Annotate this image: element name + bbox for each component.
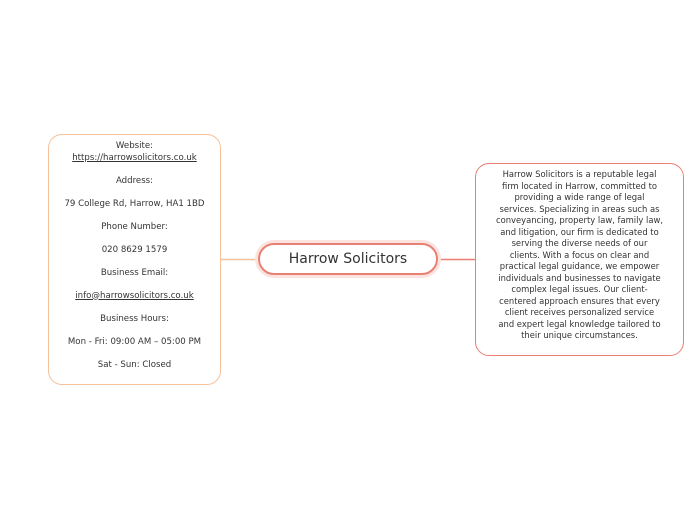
description-line: conveyancing, property law, family law,: [495, 215, 664, 225]
contact-info-node[interactable]: [48, 134, 221, 385]
email-label: Business Email:: [100, 267, 169, 278]
address-value: 79 College Rd, Harrow, HA1 1BD: [64, 198, 205, 209]
description-line: centered approach ensures that every: [499, 295, 660, 306]
email-link[interactable]: info@harrowsolicitors.co.uk: [75, 290, 194, 301]
central-topic-label: Harrow Solicitors: [288, 251, 408, 267]
description-line: services. Specializing in areas such as: [499, 203, 660, 214]
website-link[interactable]: https://harrowsolicitors.co.uk: [72, 152, 197, 163]
hours-label: Business Hours:: [100, 313, 169, 324]
description-line: clients. With a focus on clear and: [509, 249, 650, 260]
description-line: their unique circumstances.: [521, 330, 638, 340]
description-line: practical legal guidance, we empower: [499, 261, 660, 271]
description-line: firm located in Harrow, committed to: [501, 180, 658, 191]
address-label: Address:: [115, 175, 154, 186]
description-line: client receives personalized service: [504, 307, 655, 317]
description-line: Harrow Solicitors is a reputable legal: [502, 169, 657, 179]
description-line: individuals and businesses to navigate: [498, 272, 661, 283]
description-line: and expert legal knowledge tailored to: [498, 318, 661, 329]
website-label: Website:: [115, 141, 154, 151]
description-line: and litigation, our firm is dedicated to: [500, 226, 659, 237]
weekday-hours: Mon - Fri: 09:00 AM – 05:00 PM: [67, 336, 202, 347]
description-line: providing a wide range of legal: [514, 192, 645, 202]
description-node[interactable]: [475, 163, 684, 356]
phone-value: 020 8629 1579: [101, 244, 168, 255]
description-line: complex legal issues. Our client-: [511, 284, 648, 294]
description-line: serving the diverse needs of our: [511, 238, 648, 248]
central-topic-node[interactable]: [258, 243, 438, 275]
phone-label: Phone Number:: [101, 221, 168, 232]
weekend-hours: Sat - Sun: Closed: [97, 359, 172, 370]
